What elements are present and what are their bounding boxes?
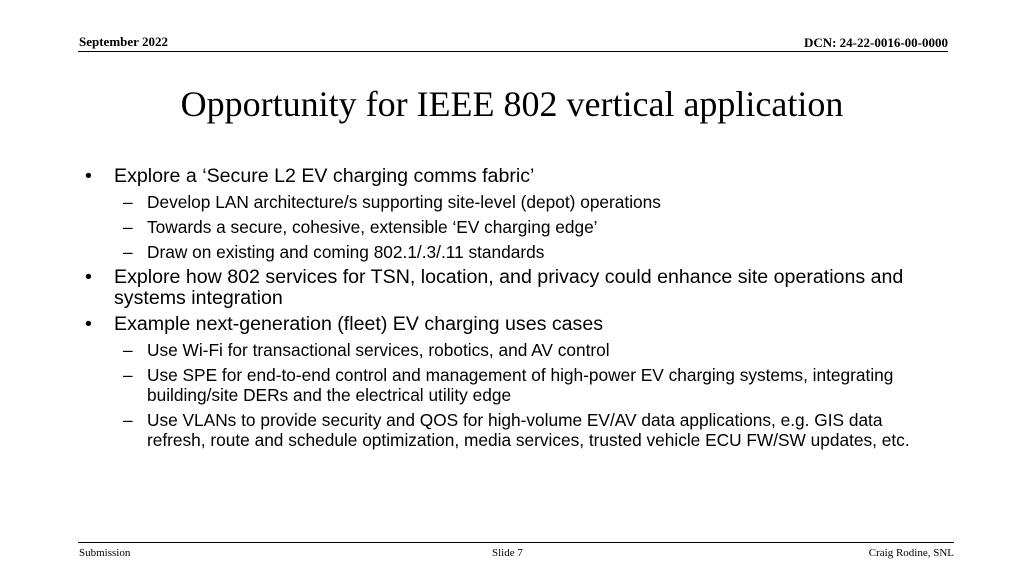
sub-bullet-wifi: [85, 340, 945, 360]
bullet-example-use-cases: [85, 314, 945, 335]
bullet-mark: •: [85, 165, 92, 187]
footer-slide-number: Slide 7: [492, 547, 523, 559]
slide-title: Opportunity for IEEE 802 vertical application: [180, 84, 844, 124]
bullet-explore-fabric: [85, 166, 945, 187]
sub-bullet-lan-architecture: [85, 192, 945, 212]
footer-divider: [78, 542, 954, 543]
bullet-explore-services: [85, 267, 945, 309]
header-dcn: DCN: 24-22-0016-00-0000: [803, 35, 948, 50]
footer-submission: Submission: [79, 547, 131, 559]
dash-mark: –: [123, 242, 133, 262]
sub-bullet-text: Use Wi-Fi for transactional services, robotics, and AV control: [147, 340, 610, 360]
sub-bullet-text: Towards a secure, cohesive, extensible ‘EV charging edge’: [147, 217, 598, 237]
bullet-text: Explore how 802 services for TSN, location, and privacy could enhance site operations and systems integration: [114, 266, 904, 309]
header-divider: [78, 51, 948, 52]
sub-bullet-spe: [85, 365, 945, 405]
footer-author: Craig Rodine, SNL: [868, 547, 954, 559]
header-date: September 2022: [79, 34, 168, 49]
bullet-text: Example next-generation (fleet) EV charging uses cases: [114, 313, 604, 335]
sub-bullet-vlans: [85, 410, 945, 450]
dash-mark: –: [123, 365, 133, 385]
dash-mark: –: [123, 192, 133, 212]
bullet-mark: •: [85, 313, 92, 335]
dash-mark: –: [123, 217, 133, 237]
slide-content: [85, 166, 945, 450]
dash-mark: –: [123, 340, 133, 360]
bullet-mark: •: [85, 266, 92, 288]
sub-bullet-text: Use VLANs to provide security and QOS for high-volume EV/AV data applications, e.g. GIS data refresh, route and schedule optimization, media services, trusted vehicle ECU FW/SW updates, etc.: [147, 410, 910, 450]
bullet-text: Explore a ‘Secure L2 EV charging comms fabric’: [114, 165, 535, 187]
sub-bullet-text: Draw on existing and coming 802.1/.3/.11 standards: [147, 242, 545, 262]
sub-bullet-text: Use SPE for end-to-end control and management of high-power EV charging systems, integrating building/site DERs and the electrical utility edge: [147, 365, 894, 405]
sub-bullet-charging-edge: [85, 217, 945, 237]
sub-bullet-text: Develop LAN architecture/s supporting site-level (depot) operations: [147, 192, 661, 212]
sub-bullet-standards: [85, 242, 945, 262]
dash-mark: –: [123, 410, 133, 430]
